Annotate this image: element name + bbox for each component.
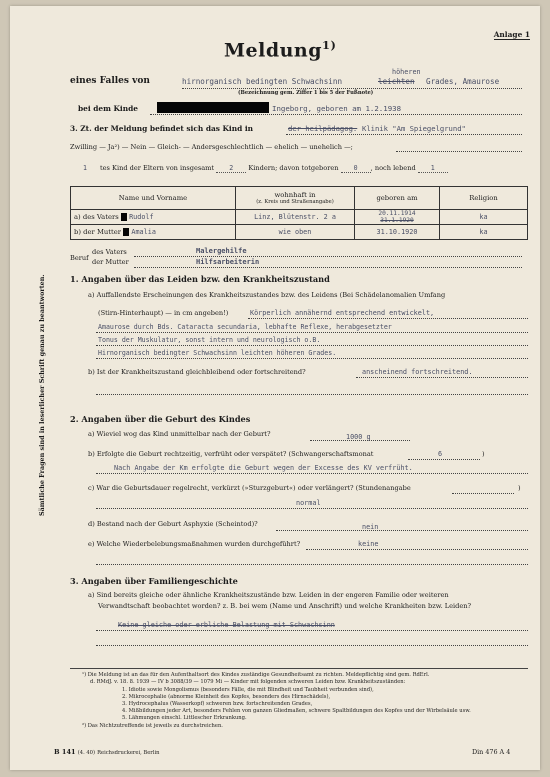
section1-answer-1: Körperlich annähernd entsprechend entwickelt, — [250, 309, 435, 317]
footnote-item-2: 2. Mikrocephalie (abnorme Kleinheit des Kopfes, besonders des Hirnschädels), — [122, 694, 331, 700]
section2-qa: a) Wieviel wog das Kind unmittelbar nach der Geburt? — [88, 430, 271, 438]
father-religion: ka — [440, 210, 528, 225]
form-page — [10, 6, 540, 770]
footnote-1: ¹) Die Meldung ist an das für den Aufenthaltsort des Kindes zuständige Gesundheitsamt zu richten. Meldepflichtig sind gem. RdErl. — [82, 672, 430, 678]
case-value: hirnorganisch bedingten Schwachsinn — [182, 77, 343, 86]
redaction-bar — [157, 102, 269, 113]
twins-underline — [396, 151, 522, 152]
table-row — [71, 225, 528, 240]
section2-qe-line — [306, 549, 528, 550]
footnote-item-5: 5. Lähmungen einschl. Littlescher Erkrankung. — [122, 715, 247, 721]
section3-qa: a) Sind bereits gleiche oder ähnliche Krankheitszustände bzw. Leiden in der engeren Familie oder weiteren — [88, 591, 449, 599]
section2-qc-answer-line — [96, 508, 528, 509]
case-underline — [182, 88, 522, 89]
annex-label: Anlage 1 — [493, 30, 530, 39]
mother-religion: ka — [440, 225, 528, 240]
section2-qd: d) Bestand nach der Geburt Asphyxie (Scheintod)? — [88, 520, 258, 528]
section1-line-2 — [96, 332, 528, 333]
section2-qd-line — [276, 530, 528, 531]
form-number: B 141 — [54, 748, 76, 756]
child-value: Ingeborg, geboren am 1.2.1938 — [272, 104, 402, 113]
form-title — [224, 38, 336, 61]
section1-answer-4: Hirnorganisch bedingter Schwachsinn leichten höheren Grades. — [98, 349, 337, 357]
siblings-living: 1 — [418, 164, 448, 173]
header-name: Name und Vorname — [71, 187, 236, 210]
section2-qa-line — [310, 440, 410, 441]
section2-qd-answer: nein — [362, 523, 379, 531]
father-born-struck: 31.1.1920 — [380, 217, 414, 224]
section1-qb-line — [356, 377, 528, 378]
section2-qb-close: ) — [482, 450, 485, 458]
header-born: geboren am — [355, 187, 440, 210]
location-underline — [286, 134, 522, 135]
footnote-item-1: 1. Idiotie sowie Mongolismus (besonders Fälle, die mit Blindheit und Taubheit verbunden sind), — [122, 687, 374, 693]
section1-line-3 — [96, 345, 528, 346]
footnote-item-4: 4. Mißbildungen jeder Art, besonders Fehlen von ganzen Gliedmaßen, schwere Spaltbildungen des Kopfes und der Wirbelsäule usw. — [122, 708, 471, 714]
mother-address: wie oben — [236, 225, 355, 240]
father-name: Rudolf — [129, 213, 154, 221]
mother-name: Amalia — [131, 228, 156, 236]
section1-line-1 — [248, 318, 528, 319]
section1-qb-line-2 — [96, 394, 528, 395]
section3-line-1 — [96, 630, 528, 631]
father-label: a) des Vaters — [74, 213, 119, 221]
form-title-text: Meldung — [224, 39, 323, 62]
child-underline — [150, 114, 522, 115]
child-label: bei dem Kinde — [78, 104, 138, 113]
twins-line: Zwilling — Ja²) — Nein — Gleich- — Andersgeschlechtlich — ehelich — unehelich —; — [70, 143, 353, 151]
side-instruction — [38, 256, 52, 516]
section2-qb-line — [408, 459, 480, 460]
parents-table-header — [71, 187, 528, 210]
header-religion: Religion — [440, 187, 528, 210]
header-residence-title: wohnhaft in — [274, 191, 316, 199]
mother-redaction — [123, 228, 129, 236]
section2-qc-line — [452, 493, 514, 494]
occupation-father: Malergehilfe — [196, 247, 247, 255]
father-redaction — [121, 213, 127, 221]
section2-qc: c) War die Geburtsdauer regelrecht, verkürzt (»Sturzgeburt«) oder verlängert? (Stundenangabe — [88, 484, 411, 492]
occupation-label: Beruf — [70, 254, 89, 262]
section2-qe: e) Welche Wiederbelebungsmaßnahmen wurden durchgeführt? — [88, 540, 301, 548]
case-note: (Bezeichnung gem. Ziffer 1 bis 5 der Fußnote) — [238, 90, 374, 96]
section3-line-2 — [96, 645, 528, 646]
mother-name-cell — [71, 225, 236, 240]
section3-heading: 3. Angaben über Familiengeschichte — [70, 576, 238, 586]
siblings-stillborn: 0 — [341, 164, 371, 173]
section3-qa2: Verwandtschaft beobachtet worden? z. B. bei wem (Name und Anschrift) und welche Krankheiten bzw. Leiden? — [98, 602, 472, 610]
father-born: 20.11.1914 — [378, 210, 416, 217]
section2-qe-answer: keine — [358, 540, 379, 548]
title-footnote-mark: 1) — [322, 38, 337, 52]
table-row — [71, 210, 528, 225]
case-struck: leichten — [378, 77, 415, 86]
section1-qa-label2: (Stirn-Hinterhaupt) — in cm angeben!) — [98, 309, 229, 317]
sibling-ordinal: 1 — [83, 164, 87, 172]
parents-table — [70, 186, 528, 240]
father-address: Linz, Blütenstr. 2 a — [236, 210, 355, 225]
din-label: Din 476 A 4 — [472, 748, 511, 756]
form-date: (4. 40) — [77, 750, 95, 756]
header-residence — [236, 187, 355, 210]
section1-answer-2: Amaurose durch Bds. Cataracta secundaria, lebhafte Reflexe, herabgesetzter — [98, 323, 392, 331]
section1-qb-label: b) Ist der Krankheitszustand gleichbleibend oder fortschreitend? — [88, 368, 306, 376]
siblings-total: 2 — [216, 164, 246, 173]
header-residence-note: (z. Kreis und Straßenangabe) — [256, 199, 334, 205]
section1-answer-3: Tonus der Muskulatur, sonst intern und neurologisch o.B. — [98, 336, 321, 344]
mother-born: 31.10.1920 — [355, 225, 440, 240]
section2-qb: b) Erfolgte die Geburt rechtzeitig, verfrüht oder verspätet? (Schwangerschaftsmonat — [88, 450, 374, 458]
footnote-item-3: 3. Hydrocephalus (Wasserkopf) schweren bzw. fortschreitenden Grades, — [122, 701, 313, 707]
printer: Reichsdruckerei, Berlin — [97, 750, 160, 756]
mother-label: b) der Mutter — [74, 228, 122, 236]
case-prefix: eines Falles von — [70, 76, 150, 86]
occupation-father-label: des Vaters — [92, 248, 127, 256]
section1-line-4 — [96, 358, 528, 359]
location-label: 3. Zt. der Meldung befindet sich das Kind in — [70, 124, 254, 133]
section1-qb-answer: anscheinend fortschreitend. — [362, 368, 473, 376]
case-suffix: Grades, Amaurose — [426, 77, 500, 86]
location-value: Klinik "Am Spiegelgrund" — [362, 124, 466, 133]
section2-qb-answer: 6 — [438, 450, 443, 458]
location-struck: der heilpädagog. — [288, 124, 358, 133]
occupation-mother-label: der Mutter — [92, 258, 129, 266]
siblings-text-2: Kindern; davon totgeboren — [248, 164, 339, 172]
footnote-separator — [70, 668, 528, 669]
section2-qb-note: Nach Angabe der Km erfolgte die Geburt wegen der Excesse des KV verfrüht. — [114, 464, 413, 472]
section3-answer: Keine gleiche oder erbliche Belastung mit Schwachsinn — [118, 621, 335, 629]
form-footer — [54, 748, 159, 756]
father-born-cell — [355, 210, 440, 225]
occupation-underline-2 — [134, 267, 522, 268]
side-instruction-text: Sämtliche Fragen sind in leserlicher Schrift genau zu beantworten. — [38, 274, 46, 516]
siblings-line — [70, 164, 528, 173]
section2-qb-note-line — [96, 473, 528, 474]
father-name-cell — [71, 210, 236, 225]
case-inserted: höheren — [392, 68, 421, 76]
section2-heading: 2. Angaben über die Geburt des Kindes — [70, 414, 251, 424]
section1-qa-label: a) Auffallendste Erscheinungen des Krankheitszustandes bzw. des Leidens (Bei Schädelanomalien Umfang — [88, 291, 446, 299]
siblings-text-1: tes Kind der Eltern von insgesamt — [100, 164, 215, 172]
footnote-1b: d. RMdJ. v. 18. 8. 1939 — IV b 3088/39 — 1079 Mi — Kinder mit folgenden schweren Leiden bzw. Krankheitszuständen: — [90, 679, 406, 685]
section2-qc-close: ) — [518, 484, 521, 492]
siblings-text-3: , noch lebend — [370, 164, 416, 172]
section1-heading: 1. Angaben über das Leiden bzw. den Krankheitszustand — [70, 274, 330, 284]
occupation-mother: Hilfsarbeiterin — [196, 258, 260, 266]
section2-qa-answer: 1000 g — [346, 433, 371, 441]
occupation-underline-1 — [134, 256, 522, 257]
section2-qc-answer: normal — [296, 499, 321, 507]
section2-qe-line-2 — [96, 564, 528, 565]
footnote-2: ²) Das Nichtzutreffende ist jeweils zu durchstreichen. — [82, 723, 223, 729]
